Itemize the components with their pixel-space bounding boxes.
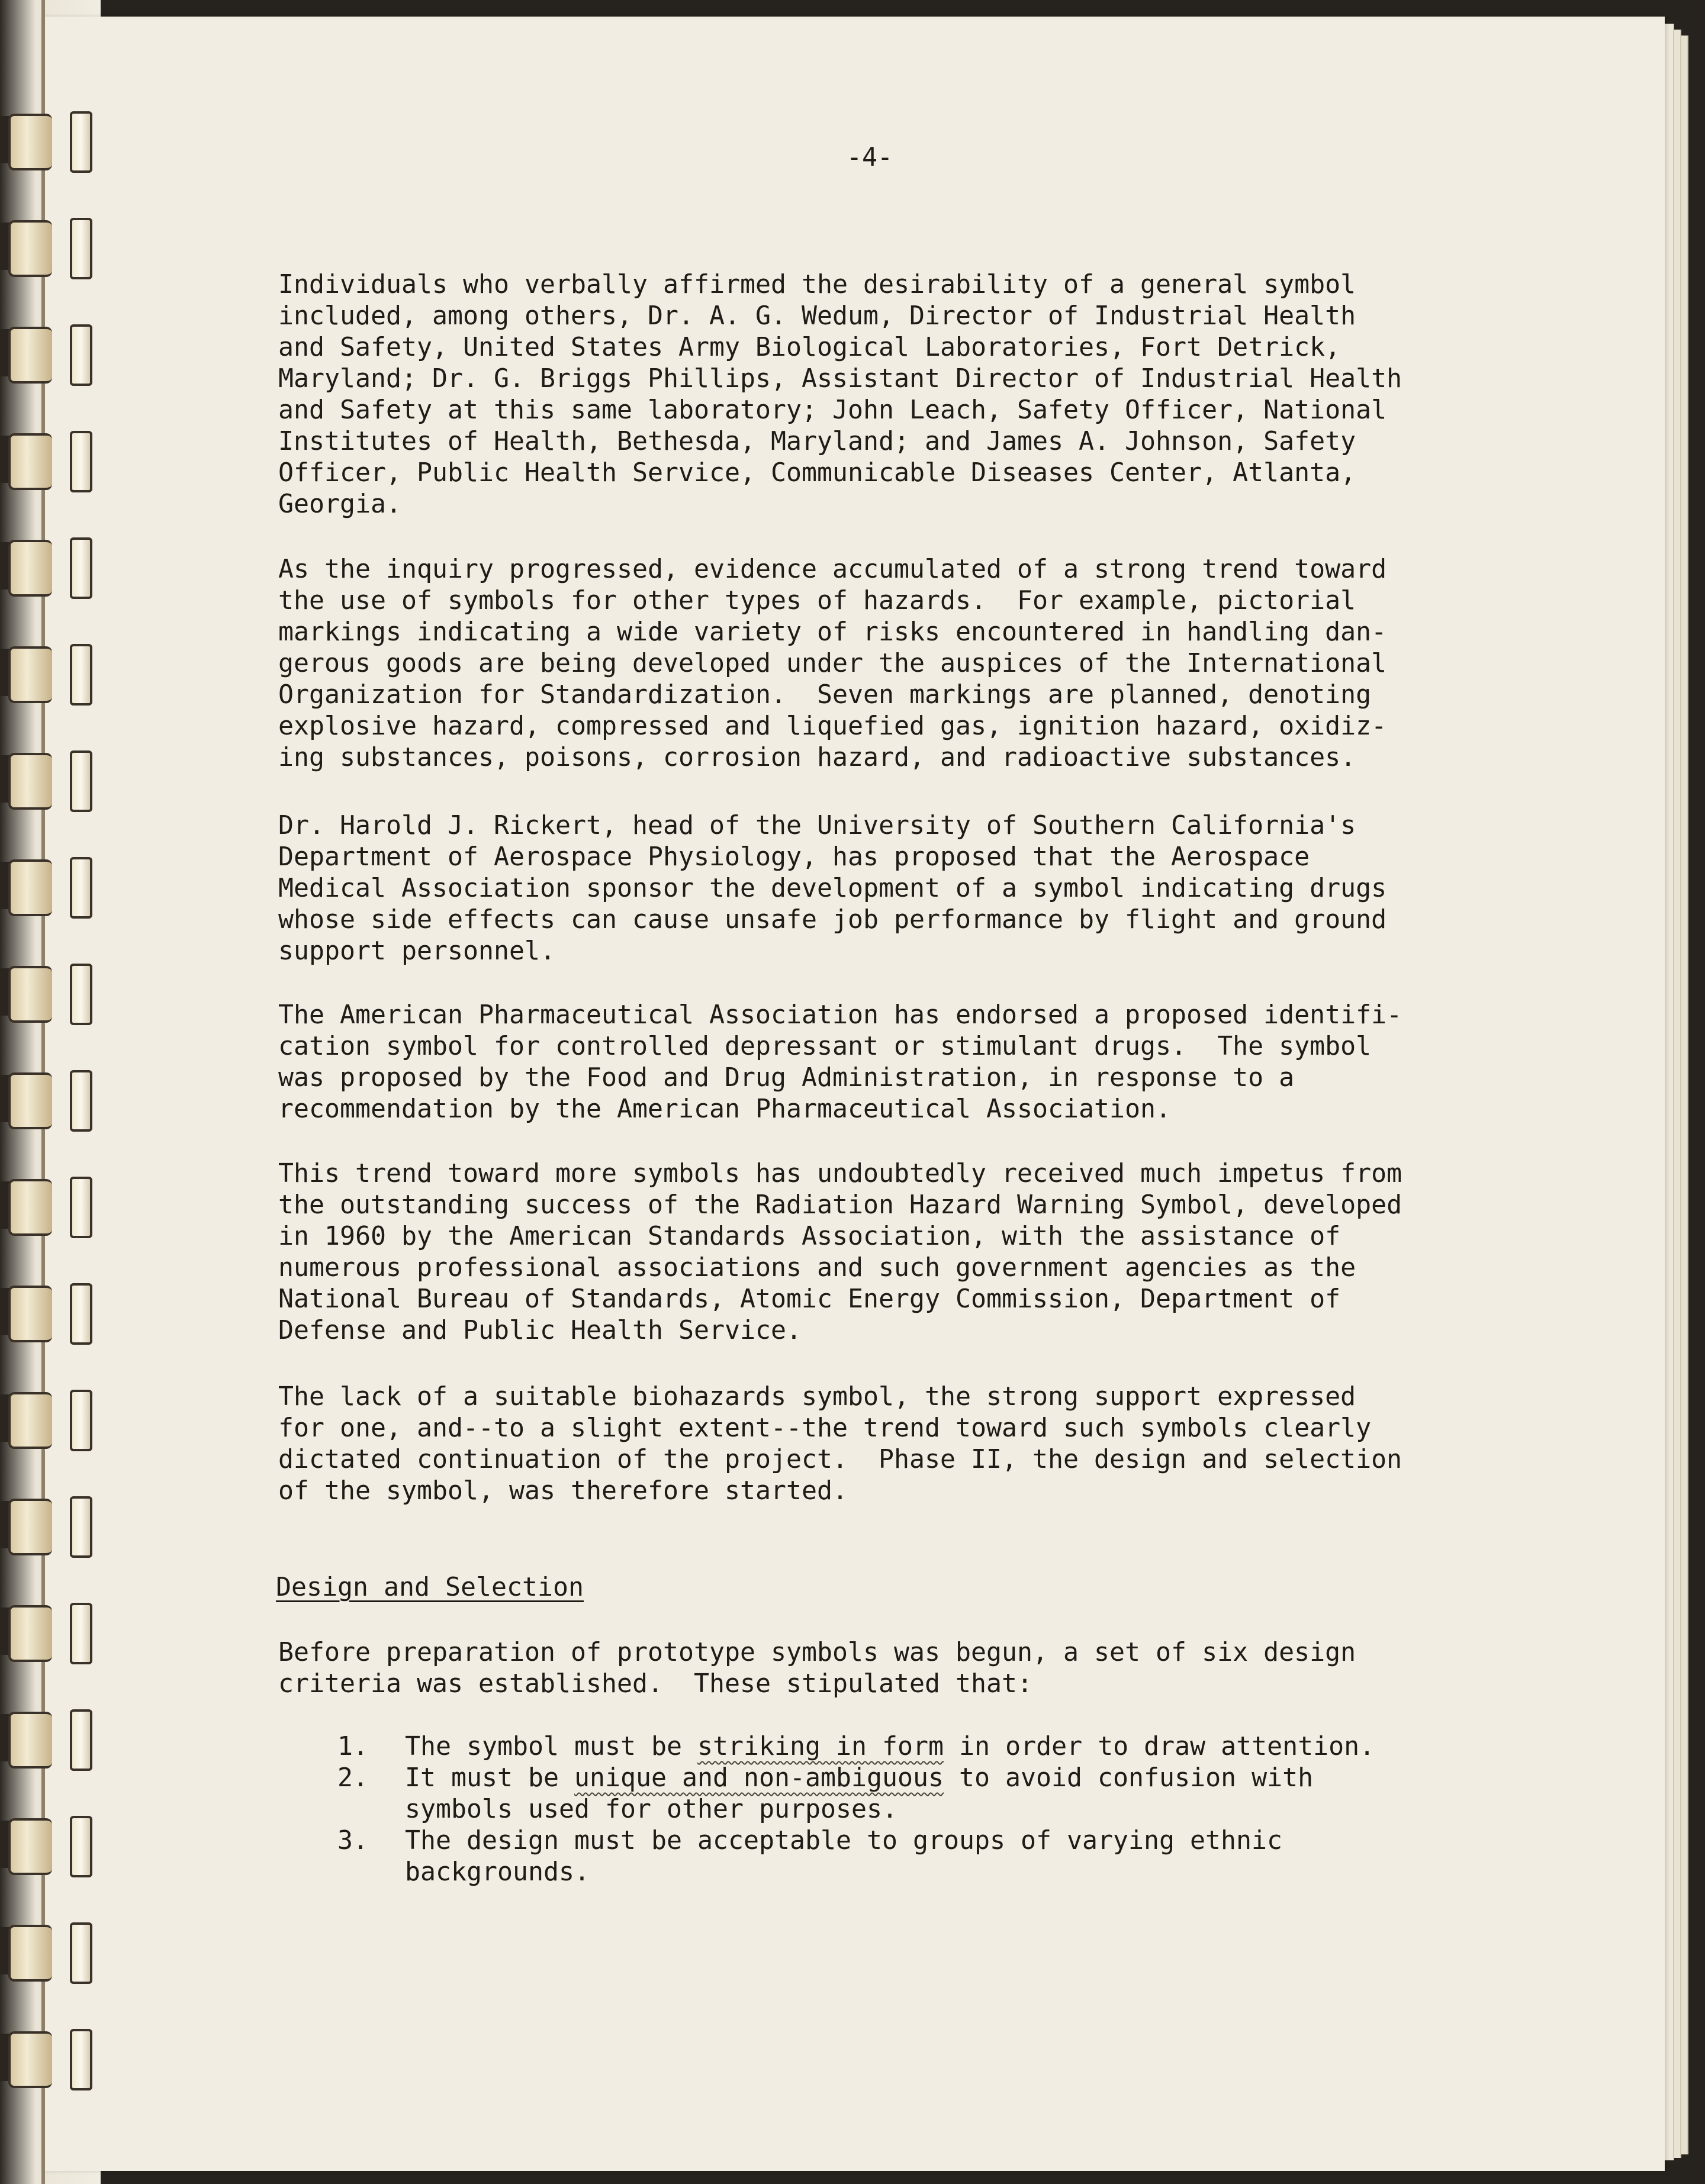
criteria-continuation: backgrounds. <box>405 1857 590 1887</box>
criteria-text-part: The design must be acceptable to groups of varying ethnic <box>405 1826 1283 1856</box>
text-line: Organization for Standardization. Seven markings are planned, denoting <box>278 680 1372 710</box>
text-line: cation symbol for controlled depressant or stimulant drugs. The symbol <box>278 1032 1372 1061</box>
text-line: This trend toward more symbols has undoubtedly received much impetus from <box>278 1159 1402 1188</box>
text-line: Department of Aerospace Physiology, has proposed that the Aerospace <box>278 842 1310 872</box>
paragraph-lack-of-symbol <box>278 1381 1474 1507</box>
text-line: numerous professional associations and such government agencies as the <box>278 1253 1356 1283</box>
paragraph-rickert <box>278 810 1474 967</box>
binding-ring <box>0 1492 95 1558</box>
binding-ring <box>0 1278 95 1345</box>
paragraph-radiation-symbol <box>278 1158 1474 1347</box>
text-line: Dr. Harold J. Rickert, head of the University of Southern California's <box>278 811 1356 840</box>
criteria-continuation: symbols used for other purposes. <box>405 1795 898 1824</box>
binding-ring <box>0 1065 95 1132</box>
text-line: Institutes of Health, Bethesda, Maryland; and James A. Johnson, Safety <box>278 427 1356 456</box>
criteria-text <box>405 1731 1471 1763</box>
text-line: for one, and--to a slight extent--the trend toward such symbols clearly <box>278 1413 1372 1443</box>
binding-ring <box>0 2024 95 2090</box>
criteria-number: 2. <box>337 1763 369 1793</box>
criteria-text <box>405 1825 1471 1888</box>
text-line: included, among others, Dr. A. G. Wedum, Director of Industrial Health <box>278 301 1356 331</box>
text-line: Individuals who verbally affirmed the desirability of a general symbol <box>278 270 1356 299</box>
paragraph-trend <box>278 554 1474 774</box>
text-line: dictated continuation of the project. Phase II, the design and selection <box>278 1445 1402 1474</box>
binding-ring <box>0 1811 95 1877</box>
text-line: Defense and Public Health Service. <box>278 1316 802 1345</box>
handwritten-underline: unique and non-ambiguous <box>574 1763 944 1793</box>
paragraph-pharmaceutical <box>278 1000 1474 1125</box>
text-line: support personnel. <box>278 936 556 966</box>
text-line: Georgia. <box>278 489 402 519</box>
binding-ring <box>0 1172 95 1238</box>
binding-ring <box>0 959 95 1025</box>
text-line: gerous goods are being developed under the auspices of the International <box>278 649 1387 678</box>
text-line: National Bureau of Standards, Atomic Energy Commission, Department of <box>278 1284 1341 1314</box>
text-line: Medical Association sponsor the development of a symbol indicating drugs <box>278 874 1387 903</box>
text-line: Officer, Public Health Service, Communicable Diseases Center, Atlanta, <box>278 458 1356 488</box>
text-line: As the inquiry progressed, evidence accumulated of a strong trend toward <box>278 555 1387 584</box>
binding-ring <box>0 1705 95 1771</box>
criteria-text-part: in order to draw attention. <box>944 1732 1375 1761</box>
section-heading: Design and Selection <box>276 1573 584 1602</box>
binding-ring <box>0 1598 95 1664</box>
page-number: -4- <box>847 143 893 172</box>
paragraph-criteria-intro <box>278 1637 1474 1700</box>
criteria-number: 1. <box>337 1732 369 1761</box>
text-line: whose side effects can cause unsafe job performance by flight and ground <box>278 905 1387 935</box>
text-line: Before preparation of prototype symbols was begun, a set of six design <box>278 1638 1356 1667</box>
binding-ring <box>0 320 95 386</box>
text-line: recommendation by the American Pharmaceutical Association. <box>278 1094 1172 1124</box>
text-line: The lack of a suitable biohazards symbol, the strong support expressed <box>278 1382 1356 1412</box>
text-line: the use of symbols for other types of hazards. For example, pictorial <box>278 586 1356 616</box>
text-line: in 1960 by the American Standards Association, with the assistance of <box>278 1222 1341 1251</box>
text-line: Maryland; Dr. G. Briggs Phillips, Assistant Director of Industrial Health <box>278 364 1402 394</box>
binding-ring <box>0 639 95 706</box>
binding-ring <box>0 533 95 599</box>
handwritten-underline: striking in form <box>697 1732 944 1761</box>
binding-ring <box>0 1918 95 1984</box>
binding-ring <box>0 213 95 279</box>
text-line: the outstanding success of the Radiation Hazard Warning Symbol, developed <box>278 1190 1402 1220</box>
criteria-text-part: to avoid confusion with <box>944 1763 1314 1793</box>
text-line: and Safety at this same laboratory; John Leach, Safety Officer, National <box>278 395 1387 425</box>
criteria-number: 3. <box>337 1826 369 1856</box>
criteria-text-part: The symbol must be <box>405 1732 698 1761</box>
text-line: ing substances, poisons, corrosion hazard, and radioactive substances. <box>278 743 1356 772</box>
text-line: The American Pharmaceutical Association has endorsed a proposed identifi- <box>278 1000 1402 1030</box>
text-line: explosive hazard, compressed and liquefied gas, ignition hazard, oxidiz- <box>278 711 1387 741</box>
binding-ring <box>0 1385 95 1451</box>
binding-ring <box>0 426 95 492</box>
criteria-text-part: It must be <box>405 1763 575 1793</box>
text-line: criteria was established. These stipulated that: <box>278 1669 1033 1699</box>
text-line: of the symbol, was therefore started. <box>278 1476 848 1506</box>
paragraph-affirmations <box>278 269 1474 520</box>
binding-ring <box>0 746 95 812</box>
text-line: was proposed by the Food and Drug Administration, in response to a <box>278 1063 1295 1093</box>
text-line: markings indicating a wide variety of risks encountered in handling dan- <box>278 617 1387 647</box>
binding-ring <box>0 107 95 173</box>
text-line: and Safety, United States Army Biological Laboratories, Fort Detrick, <box>278 333 1341 362</box>
criteria-text <box>405 1763 1471 1825</box>
binding-ring <box>0 852 95 919</box>
